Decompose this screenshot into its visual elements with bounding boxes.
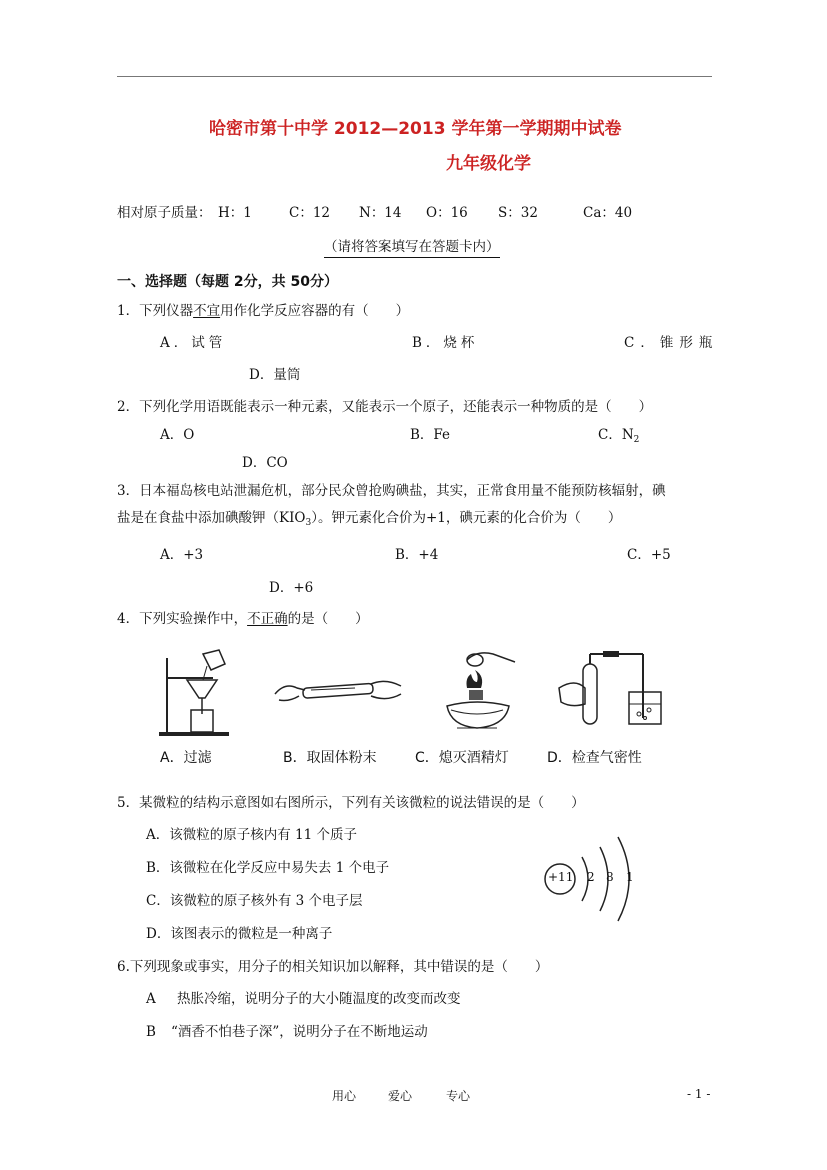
q5-option-d: D．该图表示的微粒是一种离子 [146, 926, 333, 942]
q3-option-b: B．+4 [395, 547, 439, 563]
q3-option-a: A．+3 [160, 547, 204, 563]
q4-figure-b-label: B．取固体粉末 [283, 750, 377, 766]
page-number: - 1 - [687, 1087, 711, 1101]
q6-stem: 6.下列现象或事实，用分子的相关知识加以解释，其中错误的是（ ） [117, 959, 549, 975]
q1-option-c: C．锥形瓶 [624, 335, 719, 351]
q6-option-a-letter: A [146, 991, 156, 1007]
airtightness-check-illustration [555, 648, 665, 733]
nucleus-charge: +11 [548, 870, 574, 884]
exam-title: 哈密市第十中学 2012—2013 学年第一学期期中试卷 [209, 119, 622, 139]
header-rule [117, 76, 712, 77]
q2-option-c: C．$N_2$ [598, 427, 640, 445]
answer-note: （请将答案填写在答题卡内） [324, 241, 500, 258]
atomic-mass-s: S：32 [498, 205, 538, 221]
q3-stem-line1: 3．日本福岛核电站泄漏危机，部分民众曾抢购碘盐，其实，正常食用量不能预防核辐射，碘 [117, 483, 666, 499]
q5-option-b: B．该微粒在化学反应中易失去 1 个电子 [146, 860, 390, 876]
shell-1-electrons: 2 [587, 870, 595, 884]
q4-stem: 4．下列实验操作中，不正确的是（ ） [117, 611, 369, 627]
q4-figure-a-label: A．过滤 [160, 750, 212, 766]
q1-option-d: D．量筒 [249, 367, 301, 383]
atomic-mass-n: N：14 [359, 205, 402, 221]
q4-figure-c-label: C．熄灭酒精灯 [415, 750, 509, 766]
q5-option-c: C．该微粒的原子核外有 3 个电子层 [146, 893, 363, 909]
footer-word-2: 爱心 [388, 1089, 413, 1103]
q3-option-c: C．+5 [627, 547, 671, 563]
q6-option-b-text: “酒香不怕巷子深”，说明分子在不断地运动 [171, 1024, 428, 1040]
q5-stem: 5．某微粒的结构示意图如右图所示，下列有关该微粒的说法错误的是（ ） [117, 795, 585, 811]
atomic-mass-o: O：16 [426, 205, 468, 221]
q6-option-a-text: 热胀冷缩，说明分子的大小随温度的改变而改变 [177, 991, 461, 1007]
q6-option-b-letter: B [146, 1024, 156, 1040]
q5-option-a: A．该微粒的原子核内有 11 个质子 [146, 827, 358, 843]
atomic-mass-h: H：1 [218, 205, 252, 221]
q1-option-a: A．试管 [160, 335, 227, 351]
q2-option-d: D．CO [242, 455, 288, 471]
q3-stem-line2: 盐是在食盐中添加碘酸钾$(KIO_3)$。钾元素化合价为+1，碘元素的化合价为（ ） [117, 510, 622, 528]
shell-3-electrons: 1 [626, 870, 634, 884]
q2-stem: 2．下列化学用语既能表示一种元素，又能表示一个原子，还能表示一种物质的是（ ） [117, 399, 653, 415]
section-1-title: 一、选择题（每题 2分，共 50分） [117, 274, 338, 290]
q2-option-b: B．Fe [410, 427, 451, 443]
atomic-mass-c: C：12 [289, 205, 331, 221]
q2-option-a: A．O [160, 427, 195, 443]
q3-option-d: D．+6 [269, 580, 314, 596]
footer-word-3: 专心 [446, 1089, 471, 1103]
q1-stem: 1．下列仪器不宜用作化学反应容器的有（ ） [117, 303, 410, 319]
atomic-mass-ca: Ca：40 [583, 205, 633, 221]
exam-subtitle: 九年级化学 [446, 154, 531, 174]
shell-2-electrons: 8 [606, 870, 614, 884]
atomic-mass-label: 相对原子质量： [117, 205, 212, 221]
alcohol-lamp-illustration [437, 648, 527, 738]
filtration-illustration [155, 648, 235, 738]
q1-option-b: B．烧杯 [412, 335, 479, 351]
q4-figure-d-label: D．检查气密性 [547, 750, 642, 766]
powder-sampling-illustration [275, 672, 405, 712]
footer-word-1: 用心 [332, 1089, 357, 1103]
